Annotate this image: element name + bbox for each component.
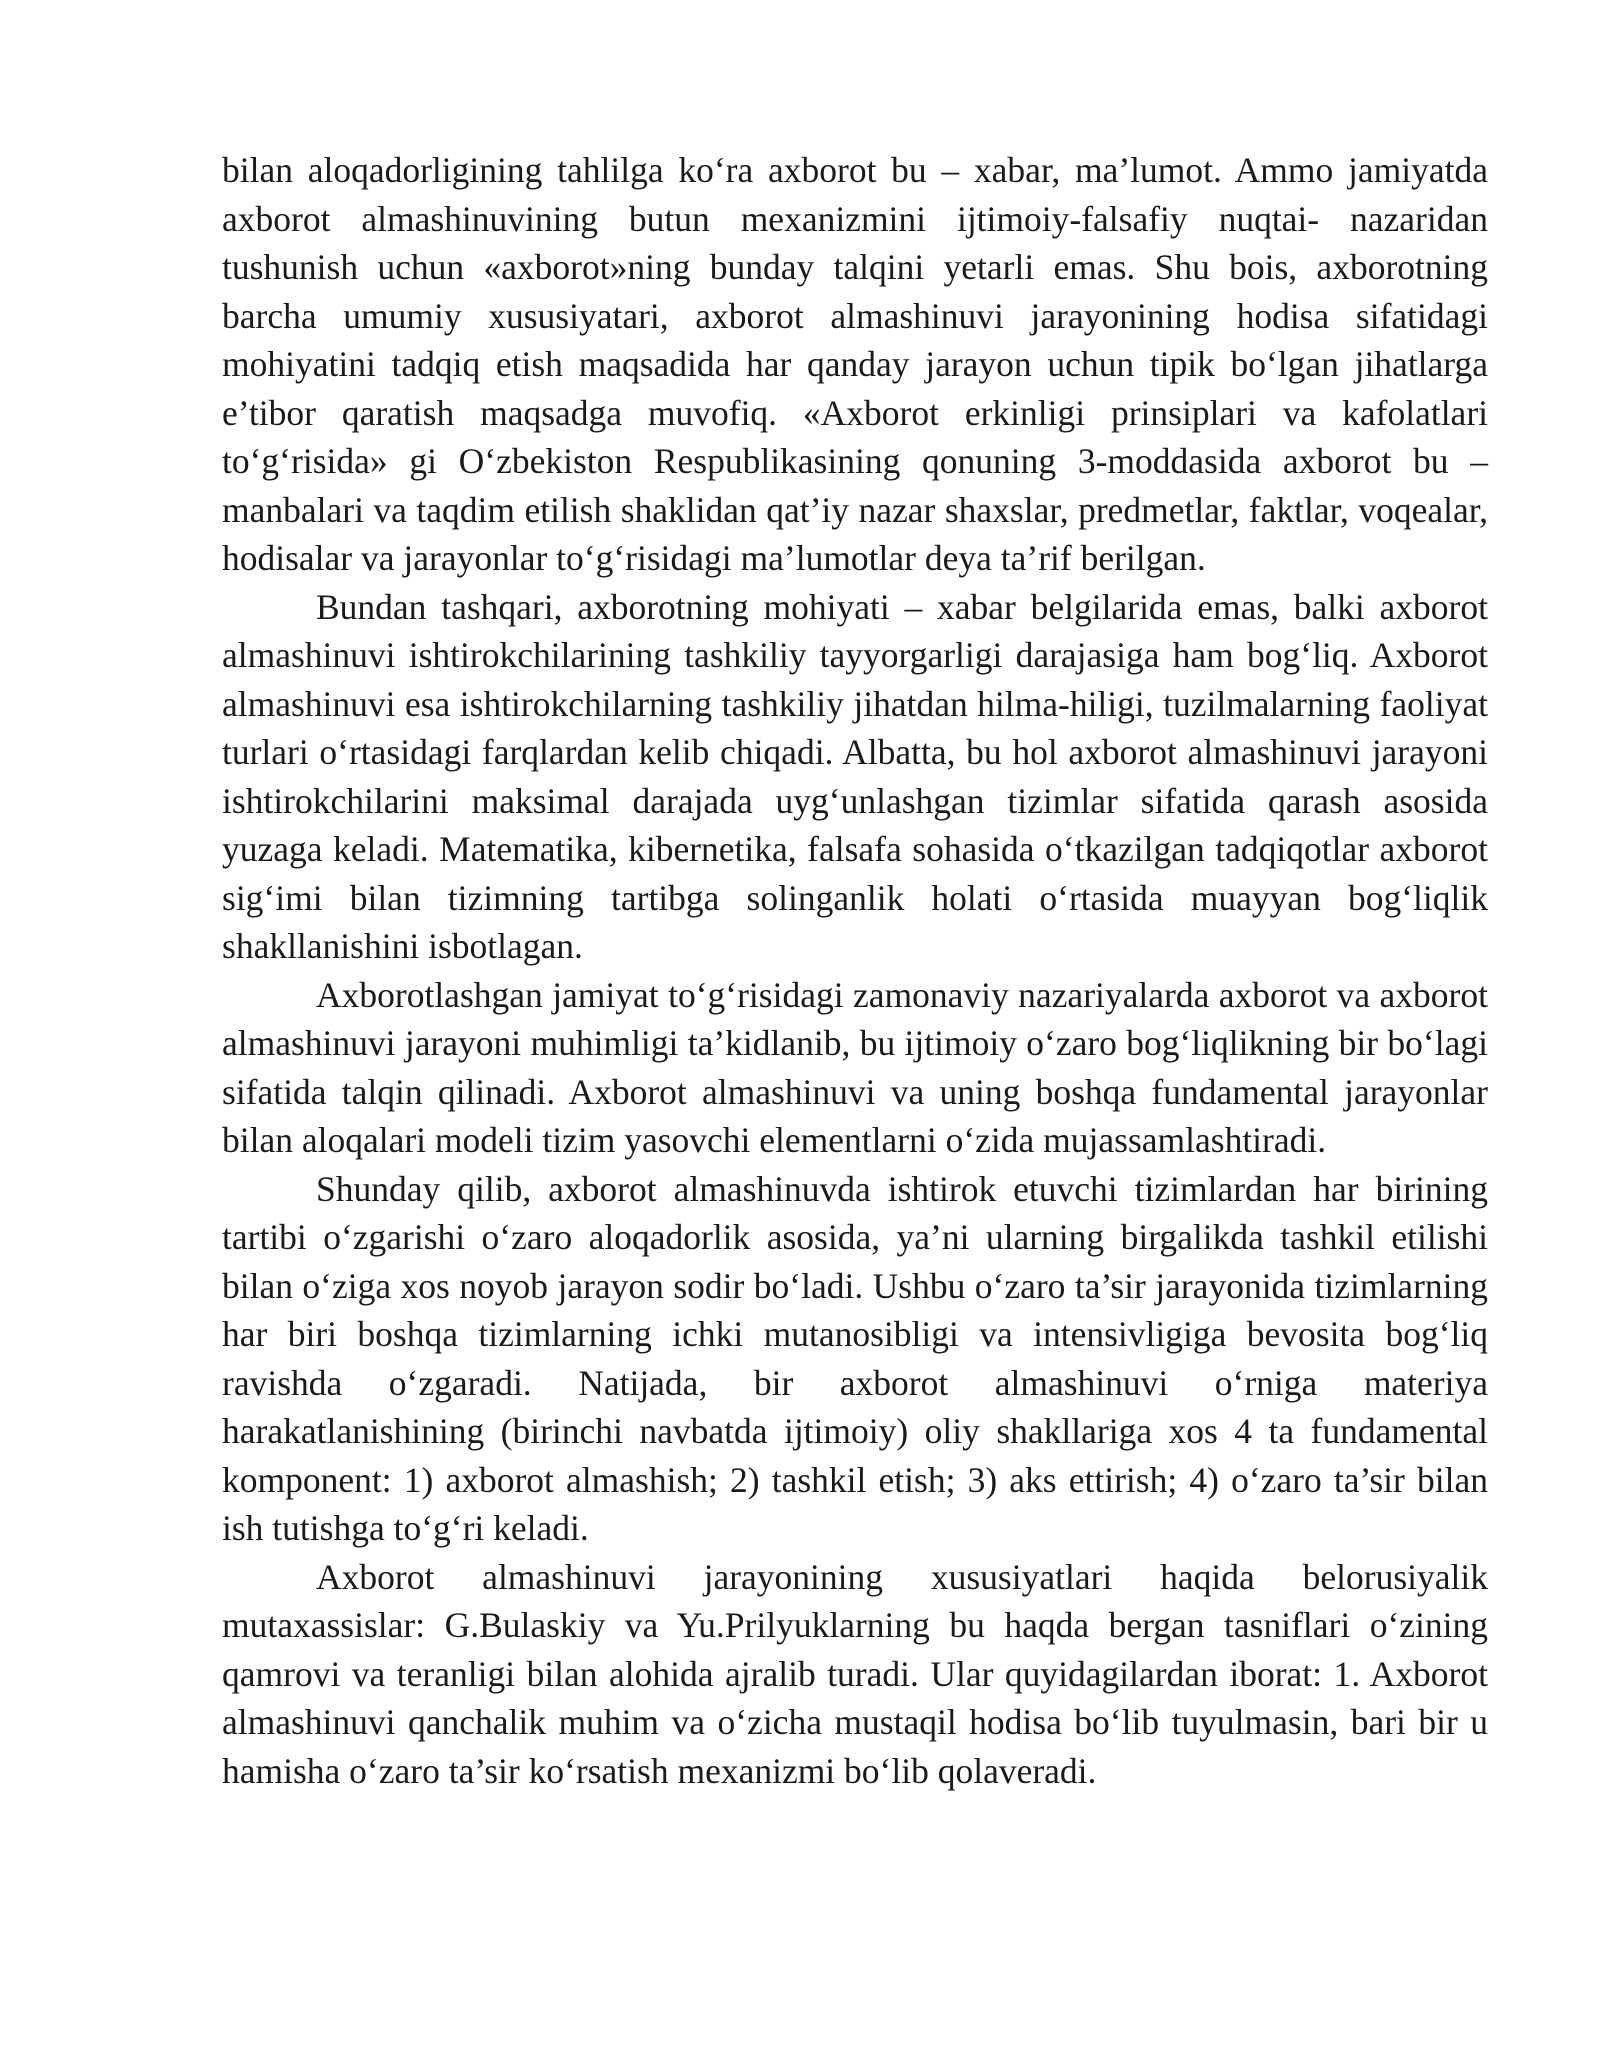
document-body xyxy=(222,146,1488,1795)
paragraph-5: Axborot almashinuvi jarayonining xususiyatlari haqida belorusiyalik mutaxassislar: G.Bulaskiy va Yu.Prilyuklarning bu haqda bergan tasniflari o‘zining qamrovi va teranligi bilan alohida ajralib turadi. Ular quyidagilardan iborat: 1. Axborot almashinuvi qanchalik muhim va o‘zicha mustaqil hodisa bo‘lib tuyulmasin, bari bir u hamisha o‘zaro ta’sir ko‘rsatish mexanizmi bo‘lib qolaveradi. xyxy=(222,1556,1488,1791)
paragraph-2: Bundan tashqari, axborotning mohiyati – xabar belgilarida emas, balki axborot almashinuvi ishtirokchilarining tashkiliy tayyorgarligi darajasiga ham bog‘liq. Axborot almashinuvi esa ishtirokchilarning tashkiliy jihatdan hilma-hiligi, tuzilmalarning faoliyat turlari o‘rtasidagi farqlardan kelib chiqadi. Albatta, bu hol axborot almashinuvi jarayoni ishtirokchilarini maksimal darajada uyg‘unlashgan tizimlar sifatida qarash asosida yuzaga keladi. Matematika, kibernetika, falsafa sohasida o‘tkazilgan tadqiqotlar axborot sig‘imi bilan tizimning tartibga solinganlik holati o‘rtasida muayyan bog‘liqlik shakllanishini isbotlagan. xyxy=(222,586,1488,966)
paragraph-3: Axborotlashgan jamiyat to‘g‘risidagi zamonaviy nazariyalarda axborot va axborot almashinuvi jarayoni muhimligi ta’kidlanib, bu ijtimoiy o‘zaro bog‘liqlikning bir bo‘lagi sifatida talqin qilinadi. Axborot almashinuvi va uning boshqa fundamental jarayonlar bilan aloqalari modeli tizim yasovchi elementlarni o‘zida mujassamlashtiradi. xyxy=(222,974,1488,1160)
paragraph-4: Shunday qilib, axborot almashinuvda ishtirok etuvchi tizimlardan har birining tartibi o‘zgarishi o‘zaro aloqadorlik asosida, ya’ni ularning birgalikda tashkil etilishi bilan o‘ziga xos noyob jarayon sodir bo‘ladi. Ushbu o‘zaro ta’sir jarayonida tizimlarning har biri boshqa tizimlarning ichki mutanosibligi va intensivligiga bevosita bog‘liq ravishda o‘zgaradi. Natijada, bir axborot almashinuvi o‘rniga materiya harakatlanishining (birinchi navbatda ijtimoiy) oliy shakllariga xos 4 ta fundamental komponent: 1) axborot almashish; 2) tashkil etish; 3) aks ettirish; 4) o‘zaro ta’sir bilan ish tutishga to‘g‘ri keladi. xyxy=(222,1168,1488,1548)
paragraph-1: bilan aloqadorligining tahlilga ko‘ra axborot bu – xabar, ma’lumot. Ammo jamiyatda axborot almashinuvining butun mexanizmini ijtimoiy-falsafiy nuqtai- nazaridan tushunish uchun «axborot»ning bunday talqini yetarli emas. Shu bois, axborotning barcha umumiy xususiyatari, axborot almashinuvi jarayonining hodisa sifatidagi mohiyatini tadqiq etish maqsadida har qanday jarayon uchun tipik bo‘lgan jihatlarga e’tibor qaratish maqsadga muvofiq. «Axborot erkinligi prinsiplari va kafolatlari to‘g‘risida» gi O‘zbekiston Respublikasining qonuning 3-moddasida axborot bu – manbalari va taqdim etilish shaklidan qat’iy nazar shaxslar, predmetlar, faktlar, voqealar, hodisalar va jarayonlar to‘g‘risidagi ma’lumotlar deya ta’rif berilgan. xyxy=(222,150,1488,578)
